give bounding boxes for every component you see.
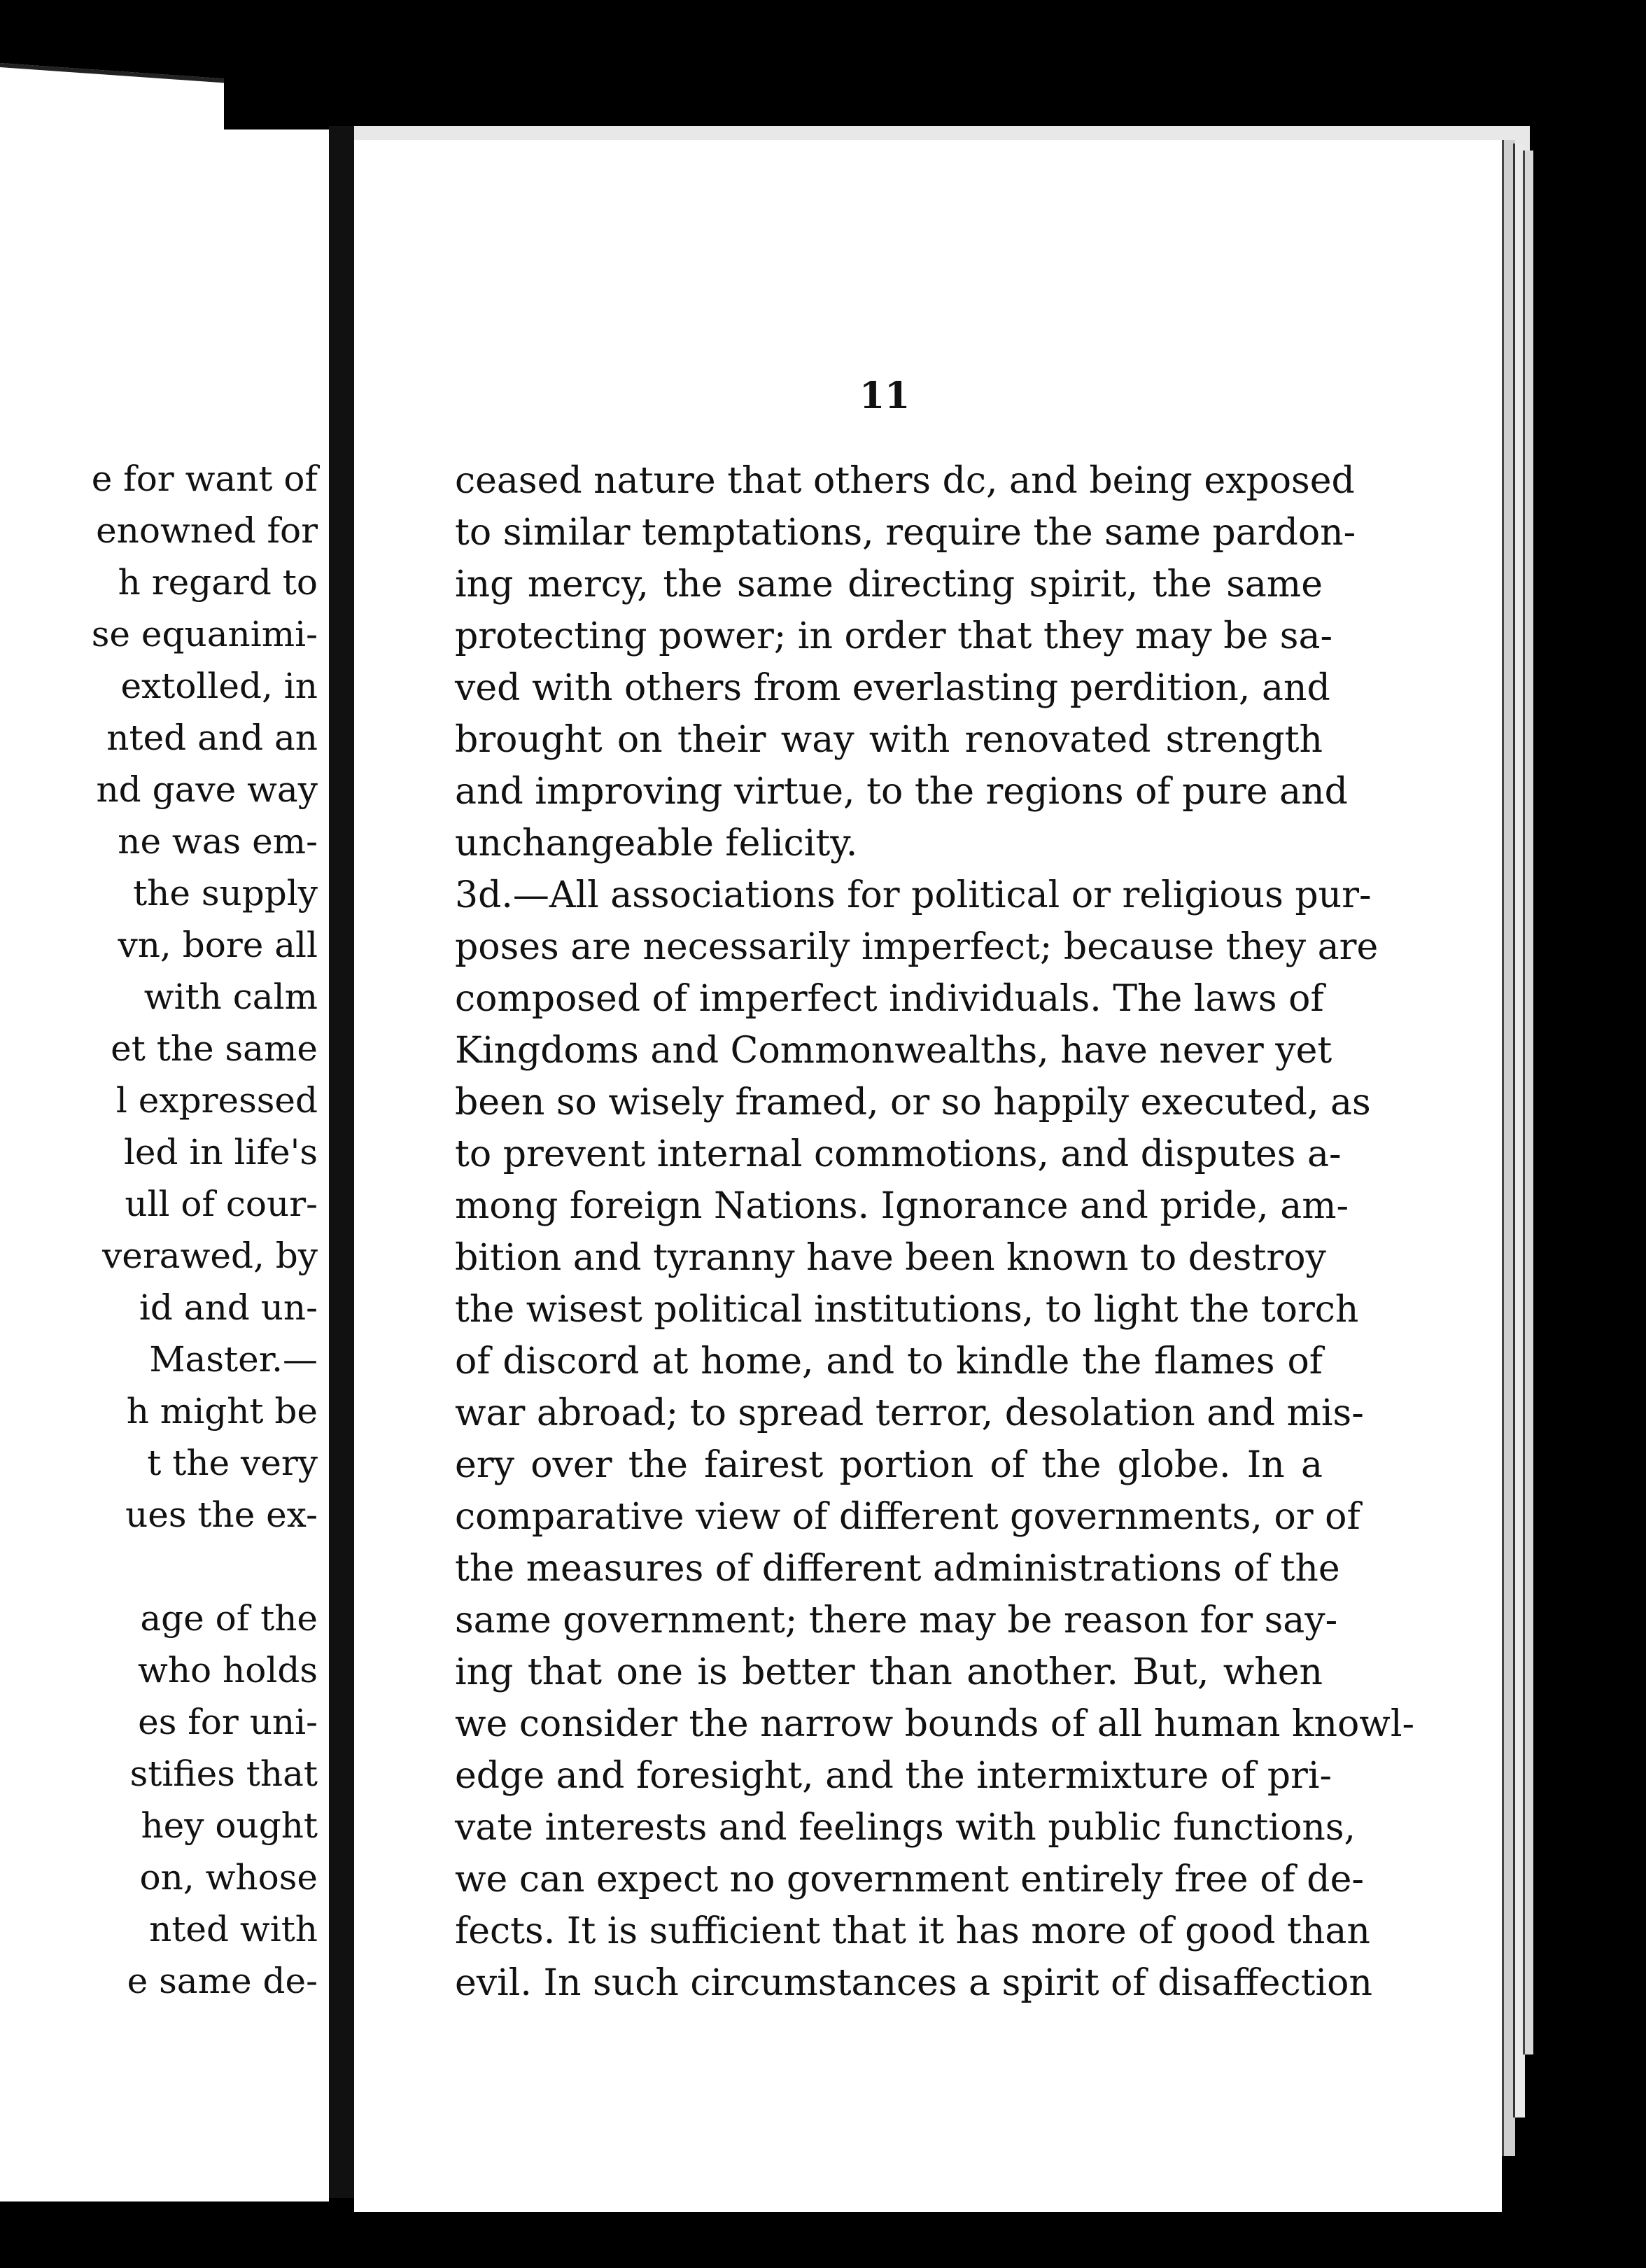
left-line: enowned for — [96, 510, 318, 551]
text-line: fects. It is sufficient that it has more of good than — [455, 1910, 1370, 1952]
left-line: led in life's — [123, 1132, 318, 1172]
text-line: ceased nature that others dc, and being exposed — [455, 460, 1355, 502]
text-line: mong foreign Nations. Ignorance and pride, am- — [455, 1185, 1349, 1227]
left-line: h might be — [126, 1391, 318, 1432]
left-line: h regard to — [118, 562, 318, 603]
book-gutter — [329, 126, 354, 2198]
left-line: nd gave way — [96, 769, 318, 810]
text-line: to prevent internal commotions, and disputes a- — [455, 1133, 1342, 1175]
left-line: t the very — [147, 1443, 318, 1483]
text-line: ved with others from everlasting perdition, and — [455, 667, 1330, 709]
left-line: ull of cour- — [125, 1184, 318, 1224]
left-line: Master.— — [149, 1339, 318, 1380]
text-line: ery over the fairest portion of the globe. In a — [455, 1444, 1323, 1486]
text-line: brought on their way with renovated strength — [455, 719, 1323, 761]
text-line: 3d.—All associations for political or religious pur- — [455, 874, 1372, 916]
text-line: we can expect no government entirely free of de- — [455, 1858, 1364, 1900]
text-line: poses are necessarily imperfect; because they are — [455, 926, 1379, 968]
left-line: on, whose — [139, 1857, 318, 1898]
text-line: the wisest political institutions, to light the torch — [455, 1289, 1359, 1331]
left-page — [0, 130, 329, 2202]
text-line: protecting power; in order that they may be sa- — [455, 615, 1333, 657]
text-line: to similar temptations, require the same pardon- — [455, 512, 1356, 554]
text-line: same government; there may be reason for say- — [455, 1600, 1338, 1642]
left-line: with calm — [143, 976, 318, 1017]
text-line: unchangeable felicity. — [455, 822, 858, 864]
left-line: the supply — [133, 873, 318, 913]
left-line: e same de- — [127, 1961, 318, 2001]
left-line: l expressed — [115, 1080, 318, 1121]
left-line: nted with — [149, 1909, 318, 1949]
text-line: war abroad; to spread terror, desolation and mis- — [455, 1392, 1364, 1434]
left-line: e for want of — [91, 458, 318, 499]
right-page-text — [455, 455, 1415, 2009]
left-line: vn, bore all — [118, 925, 318, 965]
text-line: the measures of different administrations of the — [455, 1548, 1340, 1590]
left-line: who holds — [138, 1650, 318, 1690]
page-number: 11 — [859, 374, 910, 417]
text-line: vate interests and feelings with public functions, — [455, 1807, 1356, 1849]
left-line: age of the — [140, 1598, 318, 1639]
left-line: stifies that — [129, 1754, 318, 1794]
text-line: edge and foresight, and the intermixture of pri- — [455, 1755, 1332, 1797]
left-line: es for uni- — [138, 1702, 318, 1742]
left-paragraph-gap — [0, 1541, 318, 1592]
left-line: verawed, by — [102, 1236, 318, 1276]
text-line: ing that one is better than another. But, when — [455, 1651, 1323, 1693]
text-line: Kingdoms and Commonwealths, have never yet — [455, 1030, 1332, 1072]
left-line: se equanimi- — [91, 614, 318, 654]
left-line: ues the ex- — [125, 1494, 318, 1535]
text-line: composed of imperfect individuals. The laws of — [455, 978, 1324, 1020]
left-line: extolled, in — [120, 666, 318, 706]
left-line: id and un- — [139, 1287, 318, 1328]
text-line: comparative view of different governments, or of — [455, 1496, 1360, 1538]
left-line: ne was em- — [118, 821, 318, 862]
text-line: ing mercy, the same directing spirit, the same — [455, 564, 1323, 606]
text-line: been so wisely framed, or so happily executed, as — [455, 1082, 1371, 1124]
left-page-text — [0, 453, 318, 2007]
text-line: evil. In such circumstances a spirit of disaffection — [455, 1962, 1372, 2004]
left-line: hey ought — [141, 1805, 318, 1846]
text-line: and improving virtue, to the regions of pure and — [455, 771, 1348, 813]
left-line: nted and an — [106, 718, 318, 758]
text-line: of discord at home, and to kindle the flames of — [455, 1340, 1323, 1382]
text-line: we consider the narrow bounds of all human knowl- — [455, 1703, 1415, 1745]
text-line: bition and tyranny have been known to destroy — [455, 1237, 1326, 1279]
page-edge — [1523, 150, 1533, 2054]
left-line: et the same — [111, 1028, 318, 1069]
